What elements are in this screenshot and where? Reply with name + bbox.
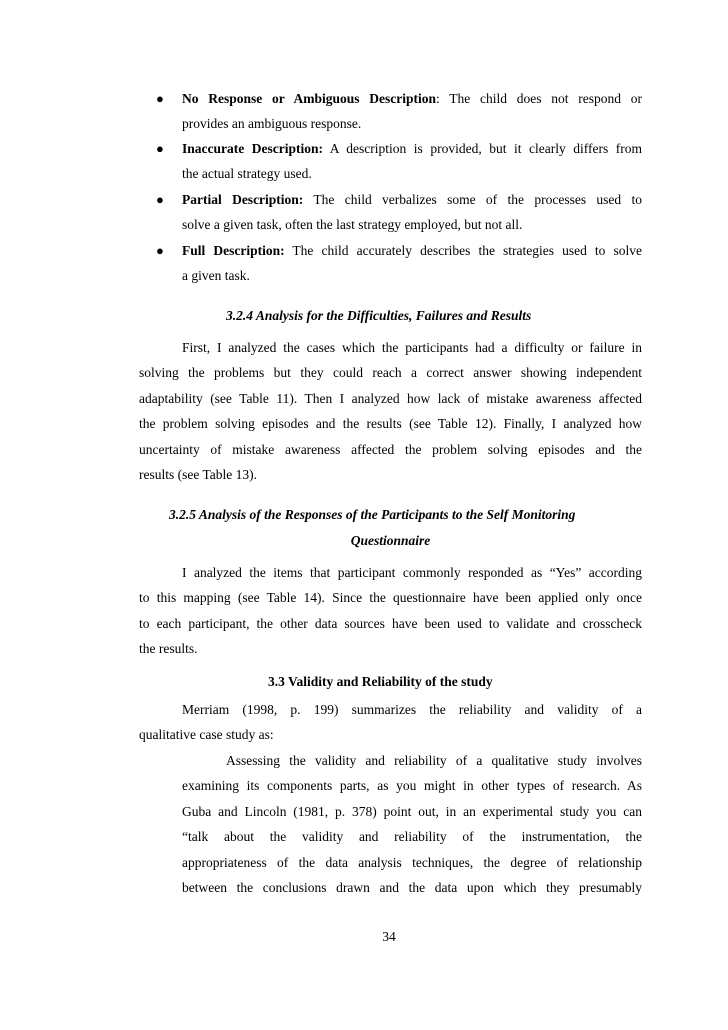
quote-line: Assessing the validity and reliability of a qualitative study involves bbox=[226, 753, 642, 768]
bullet-item-line: Inaccurate Description: A description is provided, but it clearly differs from bbox=[182, 141, 642, 156]
paragraph-line: First, I analyzed the cases which the participants had a difficulty or failure in bbox=[182, 340, 642, 355]
bullet-item-line: provides an ambiguous response. bbox=[182, 116, 362, 131]
bullet-term: Partial Description: bbox=[182, 192, 304, 207]
paragraph-line: uncertainty of mistake awareness affected the problem solving episodes and the bbox=[139, 442, 642, 457]
paragraph-line: adaptability (see Table 11). Then I analyzed how lack of mistake awareness affected bbox=[139, 391, 642, 406]
bullet-icon: ● bbox=[156, 192, 164, 207]
bullet-term: No Response or Ambiguous Description bbox=[182, 91, 437, 106]
paragraph-line: the problem solving episodes and the results (see Table 12). Finally, I analyzed how bbox=[139, 416, 642, 431]
bullet-term: Inaccurate Description: bbox=[182, 141, 323, 156]
paragraph-line: solving the problems but they could reach a correct answer showing independent bbox=[139, 365, 642, 380]
section-heading: 3.2.5 Analysis of the Responses of the Participants to the Self Monitoring bbox=[169, 507, 576, 522]
bullet-item-line: Partial Description: The child verbalizes some of the processes used to bbox=[182, 192, 642, 207]
page-number: 34 bbox=[382, 929, 396, 944]
quote-line: appropriateness of the data analysis techniques, the degree of relationship bbox=[182, 855, 642, 870]
section-heading: Questionnaire bbox=[350, 533, 431, 548]
quote-line: Guba and Lincoln (1981, p. 378) point out, in an experimental study you can bbox=[182, 804, 642, 819]
quote-line: between the conclusions drawn and the data upon which they presumably bbox=[182, 880, 642, 895]
bullet-item-line: the actual strategy used. bbox=[182, 166, 312, 181]
paragraph-line: I analyzed the items that participant commonly responded as “Yes” according bbox=[182, 565, 642, 580]
bullet-item-line: a given task. bbox=[182, 268, 250, 283]
paragraph-line: the results. bbox=[139, 641, 198, 656]
bullet-item-line: Full Description: The child accurately describes the strategies used to solve bbox=[182, 243, 643, 258]
bullet-item-line: solve a given task, often the last strategy employed, but not all. bbox=[182, 217, 523, 232]
bullet-item-line: No Response or Ambiguous Description: The child does not respond or bbox=[182, 91, 642, 106]
section-heading: 3.2.4 Analysis for the Difficulties, Failures and Results bbox=[226, 308, 532, 323]
paragraph-line: results (see Table 13). bbox=[139, 467, 258, 482]
bullet-icon: ● bbox=[156, 141, 164, 156]
paragraph-line: Merriam (1998, p. 199) summarizes the reliability and validity of a bbox=[182, 702, 642, 717]
quote-line: “talk about the validity and reliability of the instrumentation, the bbox=[182, 829, 642, 844]
section-heading: 3.3 Validity and Reliability of the study bbox=[268, 674, 493, 689]
bullet-icon: ● bbox=[156, 243, 164, 258]
bullet-icon: ● bbox=[156, 91, 164, 106]
quote-line: examining its components parts, as you might in other types of research. As bbox=[182, 778, 642, 793]
bullet-term: Full Description: bbox=[182, 243, 285, 258]
paragraph-line: qualitative case study as: bbox=[139, 727, 274, 742]
paragraph-line: to this mapping (see Table 14). Since the questionnaire have been applied only once bbox=[139, 590, 642, 605]
paragraph-line: to each participant, the other data sources have been used to validate and crosscheck bbox=[139, 616, 642, 631]
